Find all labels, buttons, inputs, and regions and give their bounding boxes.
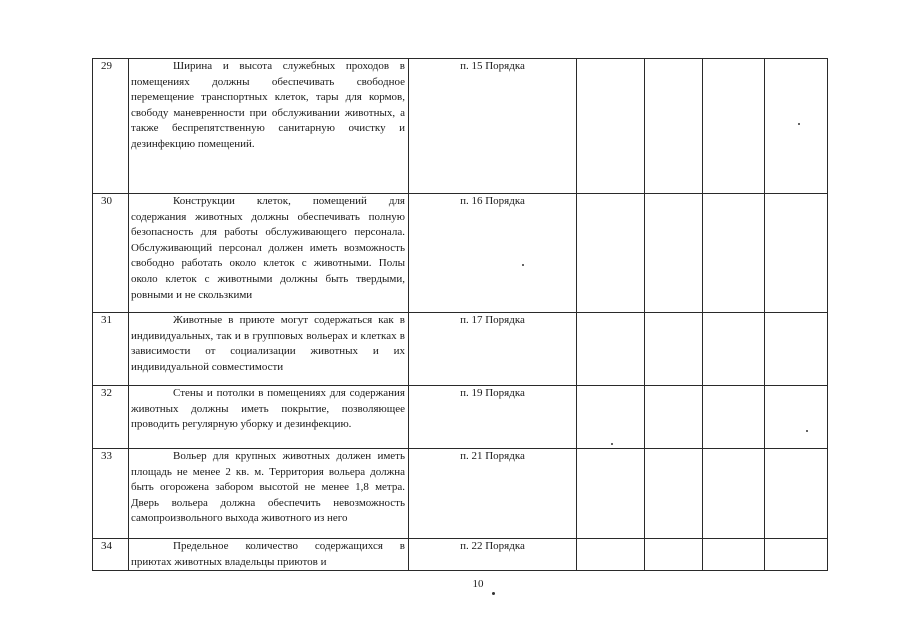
requirement-text: Вольер для крупных животных должен иметь площадь не менее 2 кв. м. Территория вольера должна быть огорожена забором высотой не менее 1,8 метра. Дверь вольера должна обеспечить невозможность самопроизвольного выхода животного из него [129, 449, 409, 539]
empty-cell [645, 313, 703, 386]
table-row [93, 386, 828, 449]
empty-cell [703, 313, 765, 386]
row-number: 31 [93, 313, 129, 386]
reference-cell: п. 17 Порядка [409, 313, 577, 386]
reference-cell: п. 19 Порядка [409, 386, 577, 449]
requirement-text: Предельное количество содержащихся в приютах животных владельцы приютов и [129, 539, 409, 571]
empty-cell [703, 539, 765, 571]
empty-cell [765, 59, 828, 194]
row-number: 29 [93, 59, 129, 194]
page-number: 10 [472, 578, 484, 590]
empty-cell [765, 313, 828, 386]
row-number: 34 [93, 539, 129, 571]
requirement-text: Конструкции клеток, помещений для содержания животных должны обеспечивать полную безопасность для работы обслуживающего персонала. Обслуживающий персонал должен иметь возможность свободно работать около клеток с животными. Полы около клеток с животными должны быть твердыми, ровными и не скользкими [129, 194, 409, 313]
empty-cell [703, 59, 765, 194]
reference-cell: п. 15 Порядка [409, 59, 577, 194]
empty-cell [577, 194, 645, 313]
empty-cell [577, 386, 645, 449]
table-row [93, 313, 828, 386]
empty-cell [765, 386, 828, 449]
empty-cell [645, 539, 703, 571]
empty-cell [645, 194, 703, 313]
empty-cell [645, 449, 703, 539]
empty-cell [577, 449, 645, 539]
table-row [93, 59, 828, 194]
scan-speck [611, 443, 613, 445]
empty-cell [765, 539, 828, 571]
empty-cell [645, 59, 703, 194]
requirement-text: Стены и потолки в помещениях для содержания животных должны иметь покрытие, позволяющее проводить регулярную уборку и дезинфекцию. [129, 386, 409, 449]
row-number: 30 [93, 194, 129, 313]
empty-cell [703, 386, 765, 449]
empty-cell [577, 59, 645, 194]
empty-cell [577, 313, 645, 386]
table-row [93, 194, 828, 313]
empty-cell [765, 194, 828, 313]
checklist-table [92, 58, 828, 571]
scan-speck [492, 592, 495, 595]
scan-speck [522, 264, 524, 266]
reference-cell: п. 21 Порядка [409, 449, 577, 539]
table-row [93, 449, 828, 539]
requirement-text: Ширина и высота служебных проходов в помещениях должны обеспечивать свободное перемещение транспортных клеток, тары для кормов, свободу маневренности при обслуживании животных, а также беспрепятственную санитарную очистку и дезинфекцию помещений. [129, 59, 409, 194]
empty-cell [703, 194, 765, 313]
reference-cell: п. 16 Порядка [409, 194, 577, 313]
empty-cell [765, 449, 828, 539]
scan-speck [798, 123, 800, 125]
requirement-text: Животные в приюте могут содержаться как в индивидуальных, так и в групповых вольерах и клетках в зависимости от социализации животных и их индивидуальной совместимости [129, 313, 409, 386]
empty-cell [703, 449, 765, 539]
reference-cell: п. 22 Порядка [409, 539, 577, 571]
row-number: 32 [93, 386, 129, 449]
empty-cell [645, 386, 703, 449]
scan-speck [806, 430, 808, 432]
row-number: 33 [93, 449, 129, 539]
table-row [93, 539, 828, 571]
empty-cell [577, 539, 645, 571]
